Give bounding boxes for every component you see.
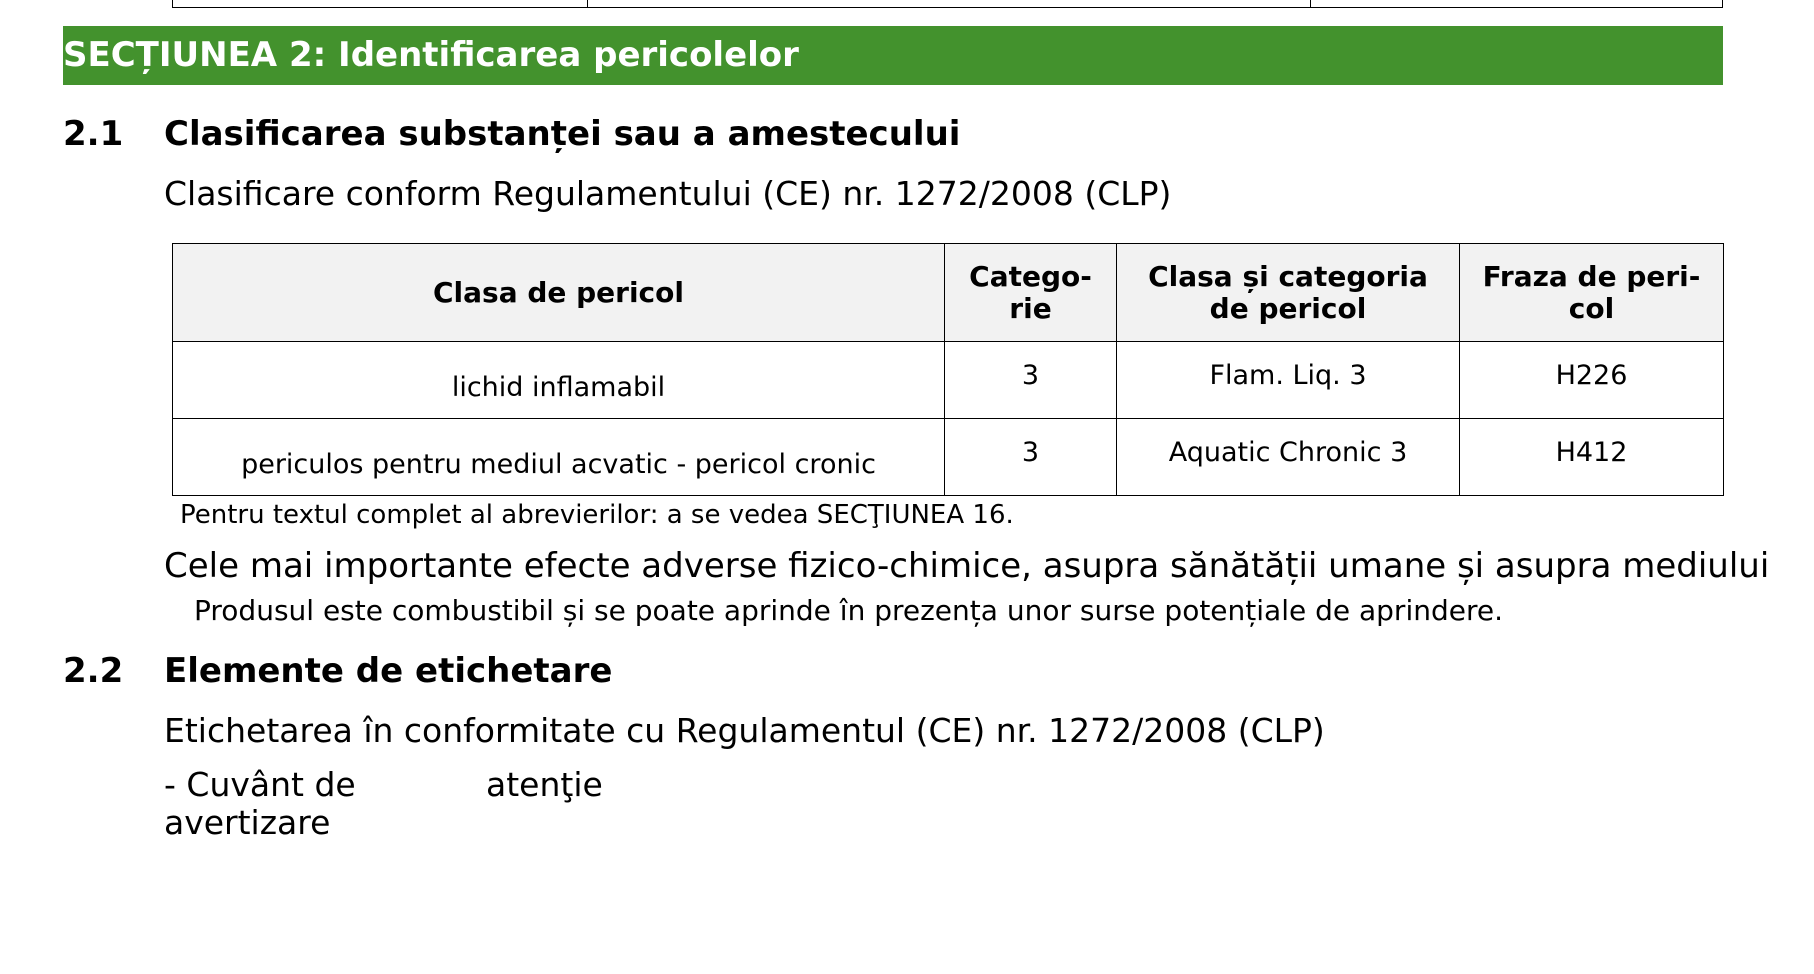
abbreviations-footnote: Pentru textul complet al abrevierilor: a se vedea SECŢIUNEA 16. xyxy=(180,500,1014,530)
subsection-title-2-2: Elemente de etichetare xyxy=(164,651,613,691)
labelling-regulation: Etichetarea în conformitate cu Regulamentul (CE) nr. 1272/2008 (CLP) xyxy=(164,711,1325,750)
section-header: SECȚIUNEA 2: Identificarea pericolelor xyxy=(63,26,1723,85)
signal-word-value: atenţie xyxy=(486,765,603,804)
header-hazard-class: Clasa de pericol xyxy=(173,244,945,342)
previous-table-bottom xyxy=(172,0,1723,8)
subsection-title-2-1: Clasificarea substanței sau a amestecului xyxy=(164,114,961,154)
subsection-number-2-1: 2.1 xyxy=(63,114,124,154)
classification-regulation: Clasificare conform Regulamentului (CE) nr. 1272/2008 (CLP) xyxy=(164,174,1172,213)
cell-category: 3 xyxy=(945,419,1117,496)
cell-class-category: Flam. Liq. 3 xyxy=(1117,342,1460,419)
header-category: Catego-rie xyxy=(945,244,1117,342)
signal-word-label: - Cuvânt de avertizare xyxy=(164,765,356,842)
table-row xyxy=(173,419,1724,496)
adverse-effects-text: Produsul este combustibil și se poate aprinde în prezența unor surse potențiale de aprindere. xyxy=(194,594,1503,627)
table-row xyxy=(173,342,1724,419)
cell-hazard-class: periculos pentru mediul acvatic - pericol cronic xyxy=(173,419,945,496)
header-hazard-statement: Fraza de peri-col xyxy=(1460,244,1724,342)
cell-hazard-statement: H226 xyxy=(1460,342,1724,419)
table-header-row xyxy=(173,244,1724,342)
cell-hazard-statement: H412 xyxy=(1460,419,1724,496)
adverse-effects-title: Cele mai importante efecte adverse fizico-chimice, asupra sănătății umane și asupra mediului xyxy=(164,546,1770,586)
subsection-number-2-2: 2.2 xyxy=(63,651,124,691)
table-divider xyxy=(587,0,588,7)
table-divider xyxy=(1310,0,1311,7)
cell-hazard-class: lichid inflamabil xyxy=(173,342,945,419)
hazard-classification-table xyxy=(172,243,1724,496)
cell-class-category: Aquatic Chronic 3 xyxy=(1117,419,1460,496)
cell-category: 3 xyxy=(945,342,1117,419)
header-class-category: Clasa și categoria de pericol xyxy=(1117,244,1460,342)
